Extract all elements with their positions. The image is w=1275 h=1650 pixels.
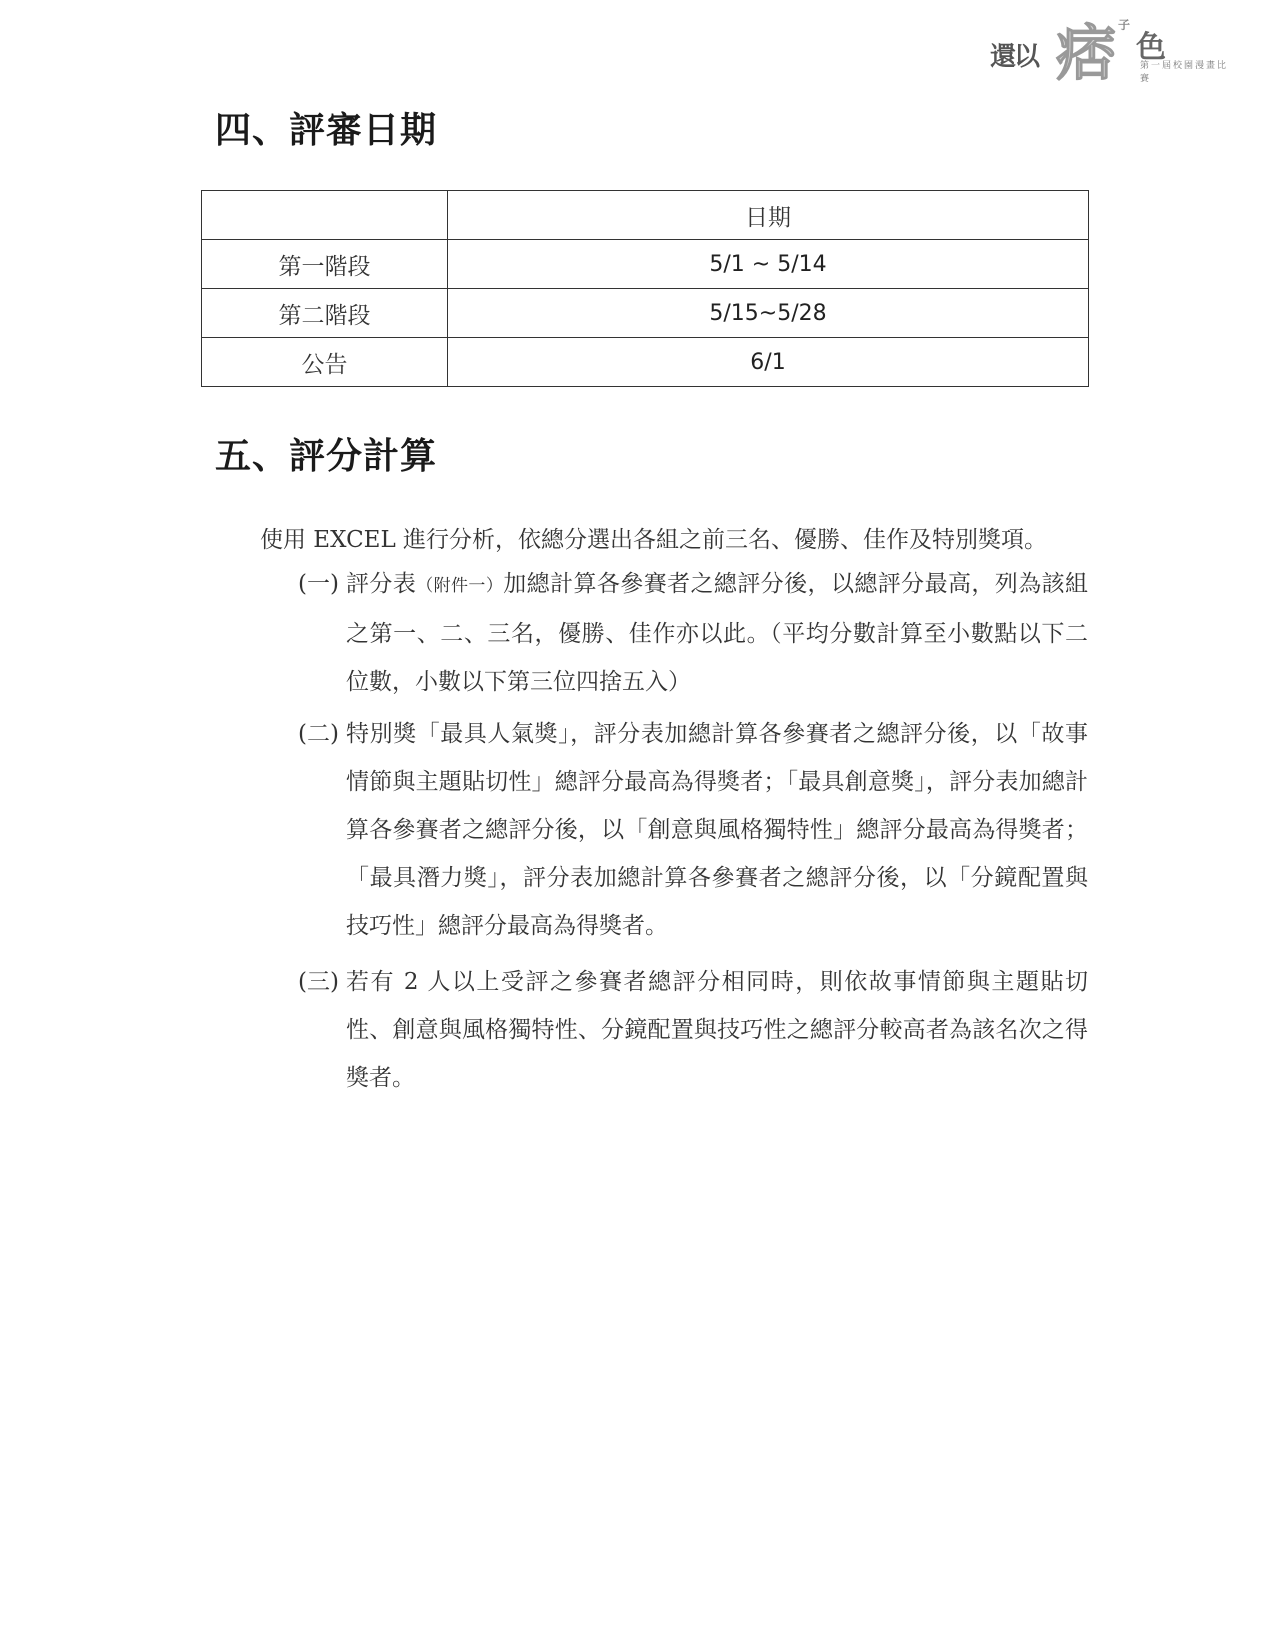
logo-subtitle: 第一屆校園漫畫比賽: [1140, 61, 1229, 84]
list-item: [298, 710, 1088, 950]
list-item: [298, 560, 1088, 706]
table-header-cell: 日期: [448, 191, 1089, 240]
item-number: (二): [298, 721, 339, 747]
logo-text-b: 痞: [1056, 19, 1116, 89]
item-text: 特別獎「最具人氣獎」，評分表加總計算各參賽者之總評分後，以「故事情節與主題貼切性」總評分最高為得獎者；「最具創意獎」，評分表加總計算各參賽者之總評分後，以「創意與風格獨特性」總評分最高為得獎者；「最具潛力獎」，評分表加總計算各參賽者之總評分後，以「分鏡配置與技巧性」總評分最高為得獎者。: [346, 721, 1088, 939]
item-number: (一): [298, 571, 339, 597]
item-note: （附件一）: [416, 576, 504, 596]
intro-paragraph: 使用 EXCEL 進行分析，依總分選出各組之前三名、優勝、佳作及特別獎項。: [260, 527, 1048, 553]
table-row: [202, 338, 1089, 387]
item-text: [298, 560, 1088, 706]
table-row: [202, 240, 1089, 289]
date-cell: 5/1 ~ 5/14: [448, 240, 1089, 289]
logo-text-c: 子: [1118, 18, 1131, 32]
judging-schedule-table: [201, 190, 1089, 387]
logo-text-a: 還以: [990, 42, 1039, 72]
stage-cell: 第一階段: [202, 240, 448, 289]
item-text-after: 加總計算各參賽者之總評分後，以總評分最高，列為該組之第一、二、三名，優勝、佳作亦以此。（平均分數計算至小數點以下二位數，小數以下第三位四捨五入）: [346, 571, 1088, 695]
item-text: 若有 2 人以上受評之參賽者總評分相同時，則依故事情節與主題貼切性、創意與風格獨特性、分鏡配置與技巧性之總評分較高者為該名次之得獎者。: [346, 969, 1088, 1091]
date-cell: 5/15~5/28: [448, 289, 1089, 338]
stage-cell: 公告: [202, 338, 448, 387]
section-heading-score-calculation: 五、評分計算: [215, 436, 438, 477]
date-cell: 6/1: [448, 338, 1089, 387]
logo-text-d: 色: [1136, 30, 1166, 65]
stage-cell: 第二階段: [202, 289, 448, 338]
table-header-cell: [202, 191, 448, 240]
table-row: [202, 289, 1089, 338]
contest-logo: [990, 8, 1230, 89]
list-item: [298, 958, 1088, 1102]
item-number: (三): [298, 969, 339, 995]
section-heading-judging-dates: 四、評審日期: [215, 110, 438, 151]
table-header-row: [202, 191, 1089, 240]
item-text-before: 評分表: [346, 571, 417, 597]
